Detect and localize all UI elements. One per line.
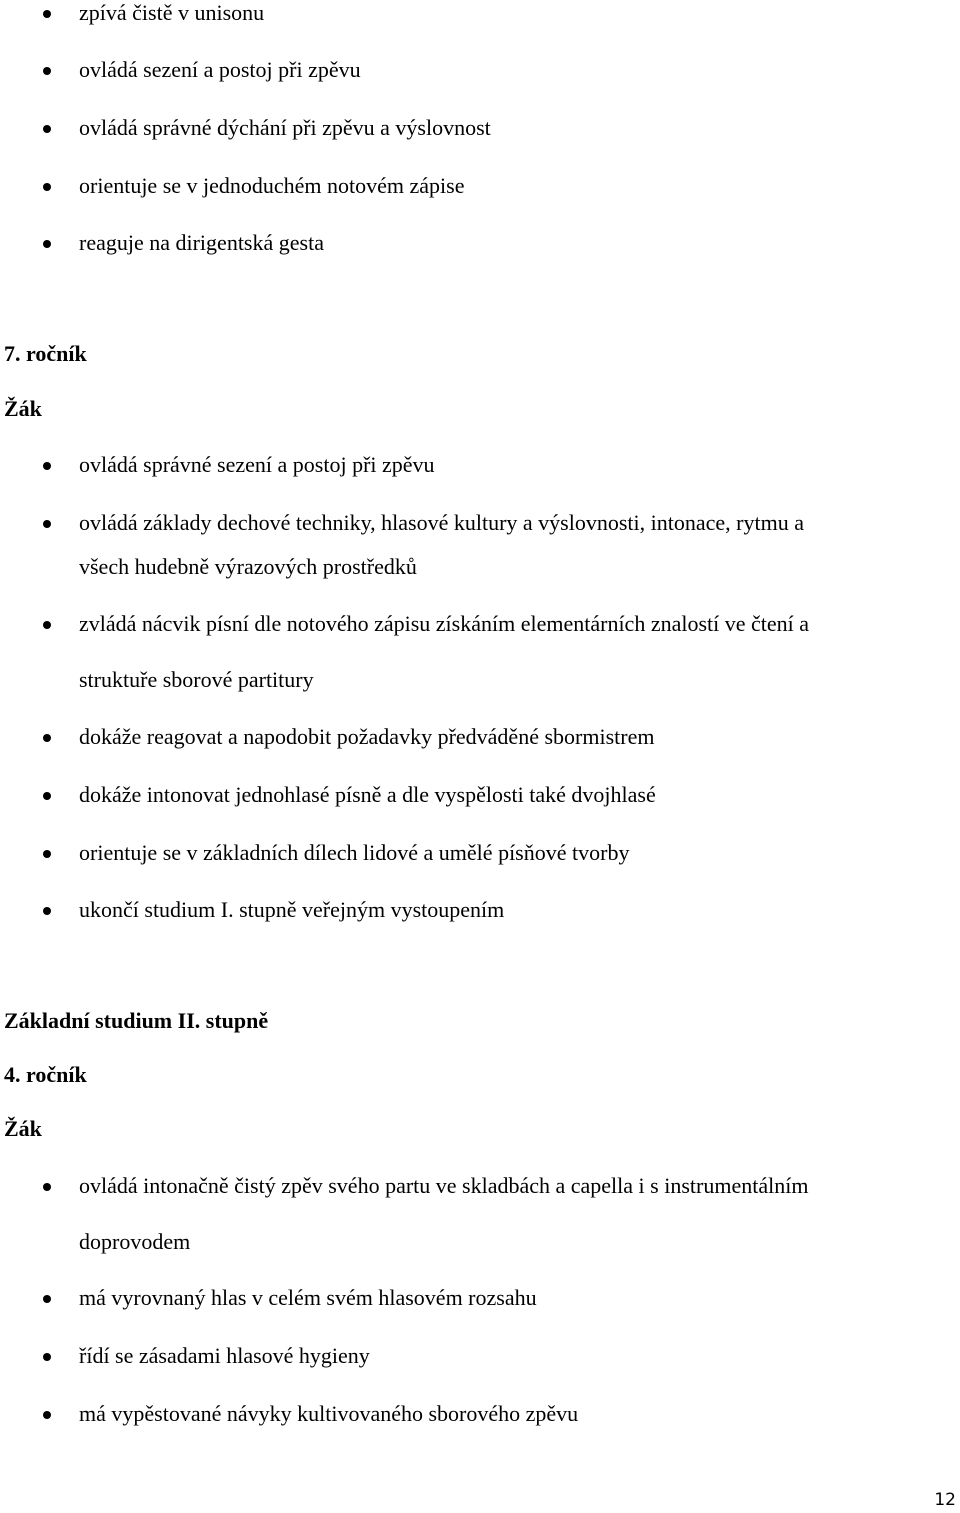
list-item: reaguje na dirigentská gesta bbox=[79, 230, 324, 255]
subject-heading: Žák bbox=[4, 1116, 42, 1141]
bullet-dot bbox=[43, 520, 51, 528]
list-item: zpívá čistě v unisonu bbox=[79, 0, 265, 25]
list-item: ovládá intonačně čistý zpěv svého partu ve skladbách a capella i s instrumentálním bbox=[79, 1173, 809, 1198]
list-item: má vypěstované návyky kultivovaného sborového zpěvu bbox=[79, 1401, 579, 1426]
subject-heading: Žák bbox=[4, 396, 42, 421]
bullet-dot bbox=[43, 1411, 51, 1419]
bullet-dot bbox=[43, 907, 51, 915]
bullet-dot bbox=[43, 125, 51, 133]
list-item: řídí se zásadami hlasové hygieny bbox=[79, 1343, 370, 1368]
list-item-continuation: všech hudebně výrazových prostředků bbox=[79, 554, 417, 579]
bullet-dot bbox=[43, 1353, 51, 1361]
bullet-dot bbox=[43, 1295, 51, 1303]
list-item: orientuje se v základních dílech lidové a umělé písňové tvorby bbox=[79, 840, 630, 865]
list-item: ovládá sezení a postoj při zpěvu bbox=[79, 57, 361, 82]
bullet-dot bbox=[43, 792, 51, 800]
grade-heading: 7. ročník bbox=[4, 341, 87, 366]
bullet-dot bbox=[43, 1183, 51, 1191]
list-item: ukončí studium I. stupně veřejným vystoupením bbox=[79, 897, 505, 922]
bullet-dot bbox=[43, 850, 51, 858]
list-item: ovládá správné sezení a postoj při zpěvu bbox=[79, 452, 435, 477]
list-item-continuation: struktuře sborové partitury bbox=[79, 667, 314, 692]
list-item: má vyrovnaný hlas v celém svém hlasovém rozsahu bbox=[79, 1285, 537, 1310]
page-number: 12 bbox=[934, 1490, 956, 1510]
list-item: ovládá základy dechové techniky, hlasové kultury a výslovnosti, intonace, rytmu a bbox=[79, 510, 804, 535]
grade-heading: 4. ročník bbox=[4, 1062, 87, 1087]
list-item: dokáže intonovat jednohlasé písně a dle vyspělosti také dvojhlasé bbox=[79, 782, 656, 807]
list-item-continuation: doprovodem bbox=[79, 1229, 191, 1254]
bullet-dot bbox=[43, 734, 51, 742]
list-item: zvládá nácvik písní dle notového zápisu získáním elementárních znalostí ve čtení a bbox=[79, 611, 810, 636]
section-title: Základní studium II. stupně bbox=[4, 1008, 269, 1033]
bullet-dot bbox=[43, 240, 51, 248]
bullet-dot bbox=[43, 462, 51, 470]
list-item: dokáže reagovat a napodobit požadavky předváděné sbormistrem bbox=[79, 724, 655, 749]
list-item: orientuje se v jednoduchém notovém zápise bbox=[79, 173, 465, 198]
bullet-dot bbox=[43, 10, 51, 18]
list-item: ovládá správné dýchání při zpěvu a výslovnost bbox=[79, 115, 491, 140]
bullet-dot bbox=[43, 621, 51, 629]
bullet-dot bbox=[43, 67, 51, 75]
bullet-dot bbox=[43, 183, 51, 191]
